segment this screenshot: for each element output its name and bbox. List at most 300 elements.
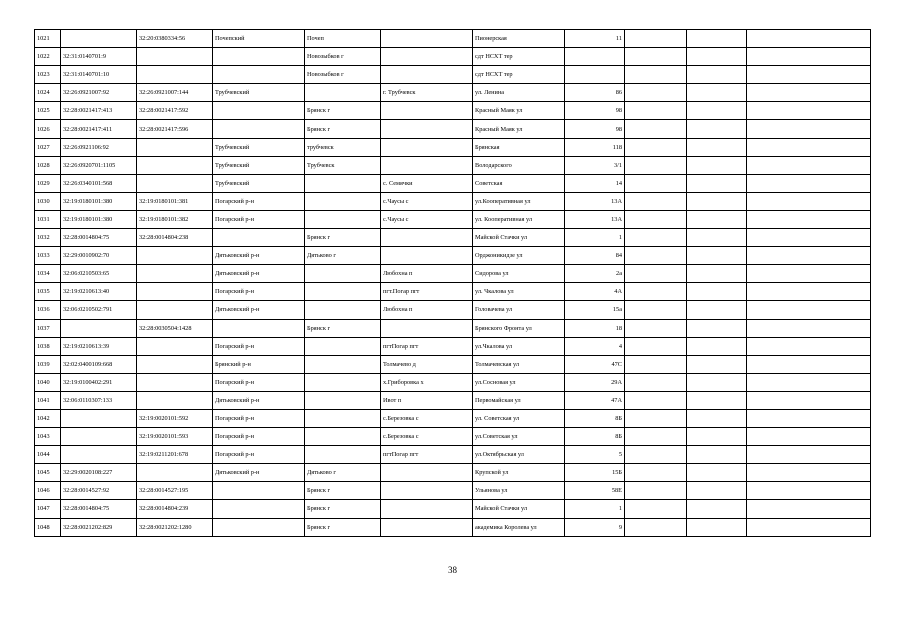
district-cell: Погарский р-н xyxy=(213,428,305,446)
extra-cell-1 xyxy=(625,30,687,48)
street-cell: ул. Чкалова ул xyxy=(473,283,565,301)
street-cell: Орджоникидзе ул xyxy=(473,247,565,265)
table-row xyxy=(35,138,871,156)
street-cell: Красный Маяк ул xyxy=(473,102,565,120)
street-cell: Ульянова ул xyxy=(473,482,565,500)
table-row xyxy=(35,500,871,518)
table-row xyxy=(35,464,871,482)
district-cell: Погарский р-н xyxy=(213,283,305,301)
cadastral-number-cell: 32:19:0180101:380 xyxy=(61,192,137,210)
object-number-cell xyxy=(137,373,213,391)
city-cell xyxy=(305,373,381,391)
district-cell xyxy=(213,102,305,120)
extra-cell-3 xyxy=(747,482,871,500)
extra-cell-3 xyxy=(747,156,871,174)
extra-cell-2 xyxy=(687,446,747,464)
cadastral-number-cell: 32:26:0340101:568 xyxy=(61,174,137,192)
settlement-cell xyxy=(381,482,473,500)
cadastral-number-cell xyxy=(61,319,137,337)
district-cell: Дятьковский р-н xyxy=(213,464,305,482)
house-number-cell: 13А xyxy=(565,210,625,228)
house-number-cell xyxy=(565,48,625,66)
extra-cell-2 xyxy=(687,482,747,500)
settlement-cell xyxy=(381,138,473,156)
city-cell: Трубчевск xyxy=(305,156,381,174)
settlement-cell: г. Трубчевск xyxy=(381,84,473,102)
house-number-cell: 29А xyxy=(565,373,625,391)
city-cell xyxy=(305,192,381,210)
extra-cell-1 xyxy=(625,500,687,518)
extra-cell-2 xyxy=(687,192,747,210)
cadastral-number-cell: 32:29:0010902:70 xyxy=(61,247,137,265)
extra-cell-1 xyxy=(625,265,687,283)
settlement-cell xyxy=(381,319,473,337)
record-number-cell: 1043 xyxy=(35,428,61,446)
record-number-cell: 1036 xyxy=(35,301,61,319)
table-row xyxy=(35,428,871,446)
settlement-cell: Ивот п xyxy=(381,391,473,409)
settlement-cell: пгтПогар пгт xyxy=(381,337,473,355)
street-cell: Брянского Фронта ул xyxy=(473,319,565,337)
extra-cell-3 xyxy=(747,229,871,247)
record-number-cell: 1030 xyxy=(35,192,61,210)
object-number-cell xyxy=(137,301,213,319)
district-cell: Погарский р-н xyxy=(213,373,305,391)
cadastral-number-cell: 32:28:0021417:413 xyxy=(61,102,137,120)
district-cell: Погарский р-н xyxy=(213,409,305,427)
extra-cell-2 xyxy=(687,174,747,192)
extra-cell-1 xyxy=(625,337,687,355)
extra-cell-3 xyxy=(747,283,871,301)
extra-cell-1 xyxy=(625,138,687,156)
cadastral-number-cell: 32:28:0021202:829 xyxy=(61,518,137,536)
district-cell: Брянский р-н xyxy=(213,355,305,373)
district-cell: Погарский р-н xyxy=(213,210,305,228)
house-number-cell: 98 xyxy=(565,120,625,138)
district-cell: Трубчевский xyxy=(213,138,305,156)
object-number-cell: 32:20:0380334:56 xyxy=(137,30,213,48)
table-row xyxy=(35,102,871,120)
object-number-cell xyxy=(137,247,213,265)
table-row xyxy=(35,391,871,409)
record-number-cell: 1044 xyxy=(35,446,61,464)
city-cell: Брянск г xyxy=(305,500,381,518)
page-number: 38 xyxy=(448,565,457,575)
city-cell xyxy=(305,428,381,446)
city-cell: Брянск г xyxy=(305,229,381,247)
object-number-cell xyxy=(137,156,213,174)
settlement-cell: пгт.Погар пгт xyxy=(381,283,473,301)
table-row xyxy=(35,446,871,464)
table-row xyxy=(35,373,871,391)
settlement-cell xyxy=(381,500,473,518)
extra-cell-2 xyxy=(687,428,747,446)
object-number-cell xyxy=(137,337,213,355)
table-row xyxy=(35,66,871,84)
extra-cell-1 xyxy=(625,66,687,84)
object-number-cell xyxy=(137,66,213,84)
settlement-cell xyxy=(381,48,473,66)
record-number-cell: 1026 xyxy=(35,120,61,138)
district-cell xyxy=(213,319,305,337)
city-cell xyxy=(305,265,381,283)
street-cell: Володарского xyxy=(473,156,565,174)
table-row xyxy=(35,247,871,265)
extra-cell-2 xyxy=(687,265,747,283)
house-number-cell: 4А xyxy=(565,283,625,301)
street-cell: Головачева ул xyxy=(473,301,565,319)
house-number-cell: 2а xyxy=(565,265,625,283)
extra-cell-1 xyxy=(625,192,687,210)
object-number-cell xyxy=(137,391,213,409)
table-row xyxy=(35,355,871,373)
settlement-cell xyxy=(381,120,473,138)
extra-cell-1 xyxy=(625,409,687,427)
settlement-cell: х.Гриборовка х xyxy=(381,373,473,391)
city-cell xyxy=(305,301,381,319)
extra-cell-1 xyxy=(625,120,687,138)
extra-cell-2 xyxy=(687,391,747,409)
table-row xyxy=(35,229,871,247)
cadastral-number-cell: 32:31:0140701:10 xyxy=(61,66,137,84)
object-number-cell: 32:19:0020101:593 xyxy=(137,428,213,446)
house-number-cell: 13А xyxy=(565,192,625,210)
extra-cell-1 xyxy=(625,229,687,247)
street-cell: ул. Советская ул xyxy=(473,409,565,427)
house-number-cell: 84 xyxy=(565,247,625,265)
district-cell: Дятьковский р-н xyxy=(213,247,305,265)
house-number-cell: 8Б xyxy=(565,428,625,446)
table-row xyxy=(35,156,871,174)
cadastral-number-cell: 32:29:0020108:227 xyxy=(61,464,137,482)
extra-cell-2 xyxy=(687,283,747,301)
settlement-cell: Любохна п xyxy=(381,301,473,319)
settlement-cell: с.Чаусы с xyxy=(381,192,473,210)
object-number-cell: 32:19:0020101:592 xyxy=(137,409,213,427)
record-number-cell: 1024 xyxy=(35,84,61,102)
house-number-cell: 11 xyxy=(565,30,625,48)
extra-cell-2 xyxy=(687,102,747,120)
settlement-cell xyxy=(381,247,473,265)
settlement-cell: с. Семячки xyxy=(381,174,473,192)
extra-cell-2 xyxy=(687,247,747,265)
extra-cell-2 xyxy=(687,319,747,337)
extra-cell-3 xyxy=(747,192,871,210)
street-cell: Пионерская xyxy=(473,30,565,48)
cadastral-number-cell: 32:06:0110307:133 xyxy=(61,391,137,409)
cadastral-number-cell: 32:28:0014804:75 xyxy=(61,229,137,247)
city-cell: Брянск г xyxy=(305,102,381,120)
record-number-cell: 1048 xyxy=(35,518,61,536)
extra-cell-3 xyxy=(747,373,871,391)
table-row xyxy=(35,482,871,500)
object-number-cell xyxy=(137,355,213,373)
record-number-cell: 1040 xyxy=(35,373,61,391)
house-number-cell: 98 xyxy=(565,102,625,120)
house-number-cell: 47А xyxy=(565,391,625,409)
cadastral-number-cell xyxy=(61,428,137,446)
record-number-cell: 1021 xyxy=(35,30,61,48)
street-cell: ул. Кооперативная ул xyxy=(473,210,565,228)
house-number-cell: 58Е xyxy=(565,482,625,500)
table-row xyxy=(35,48,871,66)
extra-cell-3 xyxy=(747,174,871,192)
extra-cell-2 xyxy=(687,301,747,319)
extra-cell-2 xyxy=(687,30,747,48)
table-row xyxy=(35,30,871,48)
house-number-cell: 9 xyxy=(565,518,625,536)
cadastral-number-cell: 32:19:0180101:380 xyxy=(61,210,137,228)
record-number-cell: 1045 xyxy=(35,464,61,482)
city-cell xyxy=(305,210,381,228)
extra-cell-1 xyxy=(625,210,687,228)
record-number-cell: 1039 xyxy=(35,355,61,373)
record-number-cell: 1022 xyxy=(35,48,61,66)
extra-cell-3 xyxy=(747,500,871,518)
cadastral-number-cell: 32:06:0210502:791 xyxy=(61,301,137,319)
street-cell: академика Королева ул xyxy=(473,518,565,536)
extra-cell-3 xyxy=(747,409,871,427)
settlement-cell xyxy=(381,30,473,48)
extra-cell-3 xyxy=(747,355,871,373)
record-number-cell: 1033 xyxy=(35,247,61,265)
extra-cell-3 xyxy=(747,428,871,446)
object-number-cell: 32:28:0021417:592 xyxy=(137,102,213,120)
extra-cell-1 xyxy=(625,156,687,174)
record-number-cell: 1047 xyxy=(35,500,61,518)
district-cell xyxy=(213,500,305,518)
settlement-cell xyxy=(381,156,473,174)
extra-cell-3 xyxy=(747,518,871,536)
extra-cell-2 xyxy=(687,355,747,373)
city-cell xyxy=(305,446,381,464)
extra-cell-1 xyxy=(625,355,687,373)
street-cell: Крупской ул xyxy=(473,464,565,482)
district-cell: Погарский р-н xyxy=(213,337,305,355)
house-number-cell: 5 xyxy=(565,446,625,464)
district-cell: Погарский р-н xyxy=(213,446,305,464)
extra-cell-2 xyxy=(687,138,747,156)
object-number-cell: 32:28:0021202:1280 xyxy=(137,518,213,536)
table-row xyxy=(35,283,871,301)
extra-cell-2 xyxy=(687,156,747,174)
extra-cell-3 xyxy=(747,464,871,482)
extra-cell-2 xyxy=(687,500,747,518)
city-cell xyxy=(305,84,381,102)
city-cell xyxy=(305,283,381,301)
district-cell: Погарский р-н xyxy=(213,192,305,210)
object-number-cell xyxy=(137,283,213,301)
extra-cell-1 xyxy=(625,102,687,120)
record-number-cell: 1038 xyxy=(35,337,61,355)
settlement-cell: Толмачево д xyxy=(381,355,473,373)
settlement-cell xyxy=(381,66,473,84)
table-body xyxy=(35,30,871,537)
object-number-cell: 32:26:0921007:144 xyxy=(137,84,213,102)
record-number-cell: 1041 xyxy=(35,391,61,409)
extra-cell-3 xyxy=(747,66,871,84)
district-cell: Почепский xyxy=(213,30,305,48)
street-cell: ул.Сосновая ул xyxy=(473,373,565,391)
extra-cell-3 xyxy=(747,446,871,464)
object-number-cell: 32:28:0021417:596 xyxy=(137,120,213,138)
table-row xyxy=(35,518,871,536)
settlement-cell: с.Чаусы с xyxy=(381,210,473,228)
table-row xyxy=(35,409,871,427)
cadastral-number-cell: 32:28:0014804:75 xyxy=(61,500,137,518)
record-number-cell: 1025 xyxy=(35,102,61,120)
city-cell xyxy=(305,174,381,192)
city-cell: Дятьково г xyxy=(305,247,381,265)
district-cell: Трубчевский xyxy=(213,156,305,174)
street-cell: ул.Кооперативная ул xyxy=(473,192,565,210)
table-row xyxy=(35,174,871,192)
record-number-cell: 1029 xyxy=(35,174,61,192)
settlement-cell: с.Березовка с xyxy=(381,409,473,427)
house-number-cell: 8Б xyxy=(565,409,625,427)
extra-cell-1 xyxy=(625,84,687,102)
city-cell: Брянск г xyxy=(305,120,381,138)
extra-cell-2 xyxy=(687,337,747,355)
street-cell: сдт НСХТ тер xyxy=(473,66,565,84)
settlement-cell xyxy=(381,464,473,482)
extra-cell-2 xyxy=(687,48,747,66)
record-number-cell: 1027 xyxy=(35,138,61,156)
object-number-cell: 32:28:0014804:239 xyxy=(137,500,213,518)
cadastral-number-cell: 32:28:0021417:411 xyxy=(61,120,137,138)
record-number-cell: 1028 xyxy=(35,156,61,174)
extra-cell-2 xyxy=(687,229,747,247)
table-row xyxy=(35,301,871,319)
extra-cell-1 xyxy=(625,482,687,500)
cadastral-number-cell: 32:26:0921007:92 xyxy=(61,84,137,102)
street-cell: ул.Советская ул xyxy=(473,428,565,446)
extra-cell-2 xyxy=(687,120,747,138)
district-cell xyxy=(213,48,305,66)
table-row xyxy=(35,210,871,228)
house-number-cell xyxy=(565,66,625,84)
street-cell: ул.Октябрьская ул xyxy=(473,446,565,464)
extra-cell-1 xyxy=(625,283,687,301)
extra-cell-3 xyxy=(747,138,871,156)
district-cell: Дятьковский р-н xyxy=(213,391,305,409)
extra-cell-3 xyxy=(747,319,871,337)
object-number-cell: 32:19:0211201:678 xyxy=(137,446,213,464)
street-cell: Майской Стачки ул xyxy=(473,500,565,518)
house-number-cell: 18 xyxy=(565,319,625,337)
house-number-cell: 14 xyxy=(565,174,625,192)
object-number-cell xyxy=(137,48,213,66)
cadastral-number-cell: 32:19:0210613:39 xyxy=(61,337,137,355)
object-number-cell xyxy=(137,464,213,482)
city-cell xyxy=(305,355,381,373)
district-cell xyxy=(213,229,305,247)
city-cell xyxy=(305,337,381,355)
extra-cell-3 xyxy=(747,210,871,228)
cadastral-number-cell xyxy=(61,30,137,48)
house-number-cell: 3/1 xyxy=(565,156,625,174)
extra-cell-3 xyxy=(747,48,871,66)
house-number-cell: 86 xyxy=(565,84,625,102)
settlement-cell xyxy=(381,229,473,247)
extra-cell-1 xyxy=(625,446,687,464)
house-number-cell: 1 xyxy=(565,229,625,247)
extra-cell-3 xyxy=(747,247,871,265)
object-number-cell xyxy=(137,138,213,156)
object-number-cell: 32:19:0180101:382 xyxy=(137,210,213,228)
city-cell: Брянск г xyxy=(305,482,381,500)
district-cell: Дятьковский р-н xyxy=(213,265,305,283)
district-cell xyxy=(213,518,305,536)
extra-cell-2 xyxy=(687,373,747,391)
table-row xyxy=(35,120,871,138)
city-cell: Брянск г xyxy=(305,518,381,536)
street-cell: ул. Ленина xyxy=(473,84,565,102)
cadastral-number-cell: 32:19:0100402:291 xyxy=(61,373,137,391)
record-number-cell: 1042 xyxy=(35,409,61,427)
table-row xyxy=(35,84,871,102)
house-number-cell: 1 xyxy=(565,500,625,518)
extra-cell-3 xyxy=(747,301,871,319)
extra-cell-1 xyxy=(625,373,687,391)
street-cell: Советская xyxy=(473,174,565,192)
object-number-cell: 32:28:0030504:1428 xyxy=(137,319,213,337)
district-cell: Дятьковский р-н xyxy=(213,301,305,319)
record-number-cell: 1037 xyxy=(35,319,61,337)
house-number-cell: 4 xyxy=(565,337,625,355)
street-cell: Красный Маяк ул xyxy=(473,120,565,138)
cadastral-number-cell: 32:06:0210503:65 xyxy=(61,265,137,283)
object-number-cell: 32:28:0014804:238 xyxy=(137,229,213,247)
cadastral-number-cell xyxy=(61,409,137,427)
street-cell: Толмачевская ул xyxy=(473,355,565,373)
city-cell xyxy=(305,391,381,409)
cadastral-number-cell: 32:19:0210613:40 xyxy=(61,283,137,301)
cadastral-number-cell xyxy=(61,446,137,464)
extra-cell-1 xyxy=(625,428,687,446)
extra-cell-1 xyxy=(625,391,687,409)
record-number-cell: 1031 xyxy=(35,210,61,228)
extra-cell-3 xyxy=(747,391,871,409)
district-cell: Трубчевский xyxy=(213,174,305,192)
settlement-cell: Любохна п xyxy=(381,265,473,283)
district-cell xyxy=(213,120,305,138)
settlement-cell xyxy=(381,102,473,120)
extra-cell-2 xyxy=(687,518,747,536)
house-number-cell: 118 xyxy=(565,138,625,156)
house-number-cell: 15а xyxy=(565,301,625,319)
city-cell: Дятьково г xyxy=(305,464,381,482)
record-number-cell: 1035 xyxy=(35,283,61,301)
extra-cell-2 xyxy=(687,84,747,102)
city-cell: Новозыбков г xyxy=(305,48,381,66)
extra-cell-1 xyxy=(625,319,687,337)
extra-cell-3 xyxy=(747,265,871,283)
street-cell: Майской Стачки ул xyxy=(473,229,565,247)
settlement-cell: пгтПогар пгт xyxy=(381,446,473,464)
settlement-cell xyxy=(381,518,473,536)
house-number-cell: 15Б xyxy=(565,464,625,482)
extra-cell-2 xyxy=(687,409,747,427)
city-cell: Брянск г xyxy=(305,319,381,337)
table-row xyxy=(35,319,871,337)
record-number-cell: 1032 xyxy=(35,229,61,247)
extra-cell-3 xyxy=(747,84,871,102)
record-number-cell: 1023 xyxy=(35,66,61,84)
extra-cell-1 xyxy=(625,48,687,66)
extra-cell-3 xyxy=(747,337,871,355)
register-table xyxy=(34,29,871,537)
